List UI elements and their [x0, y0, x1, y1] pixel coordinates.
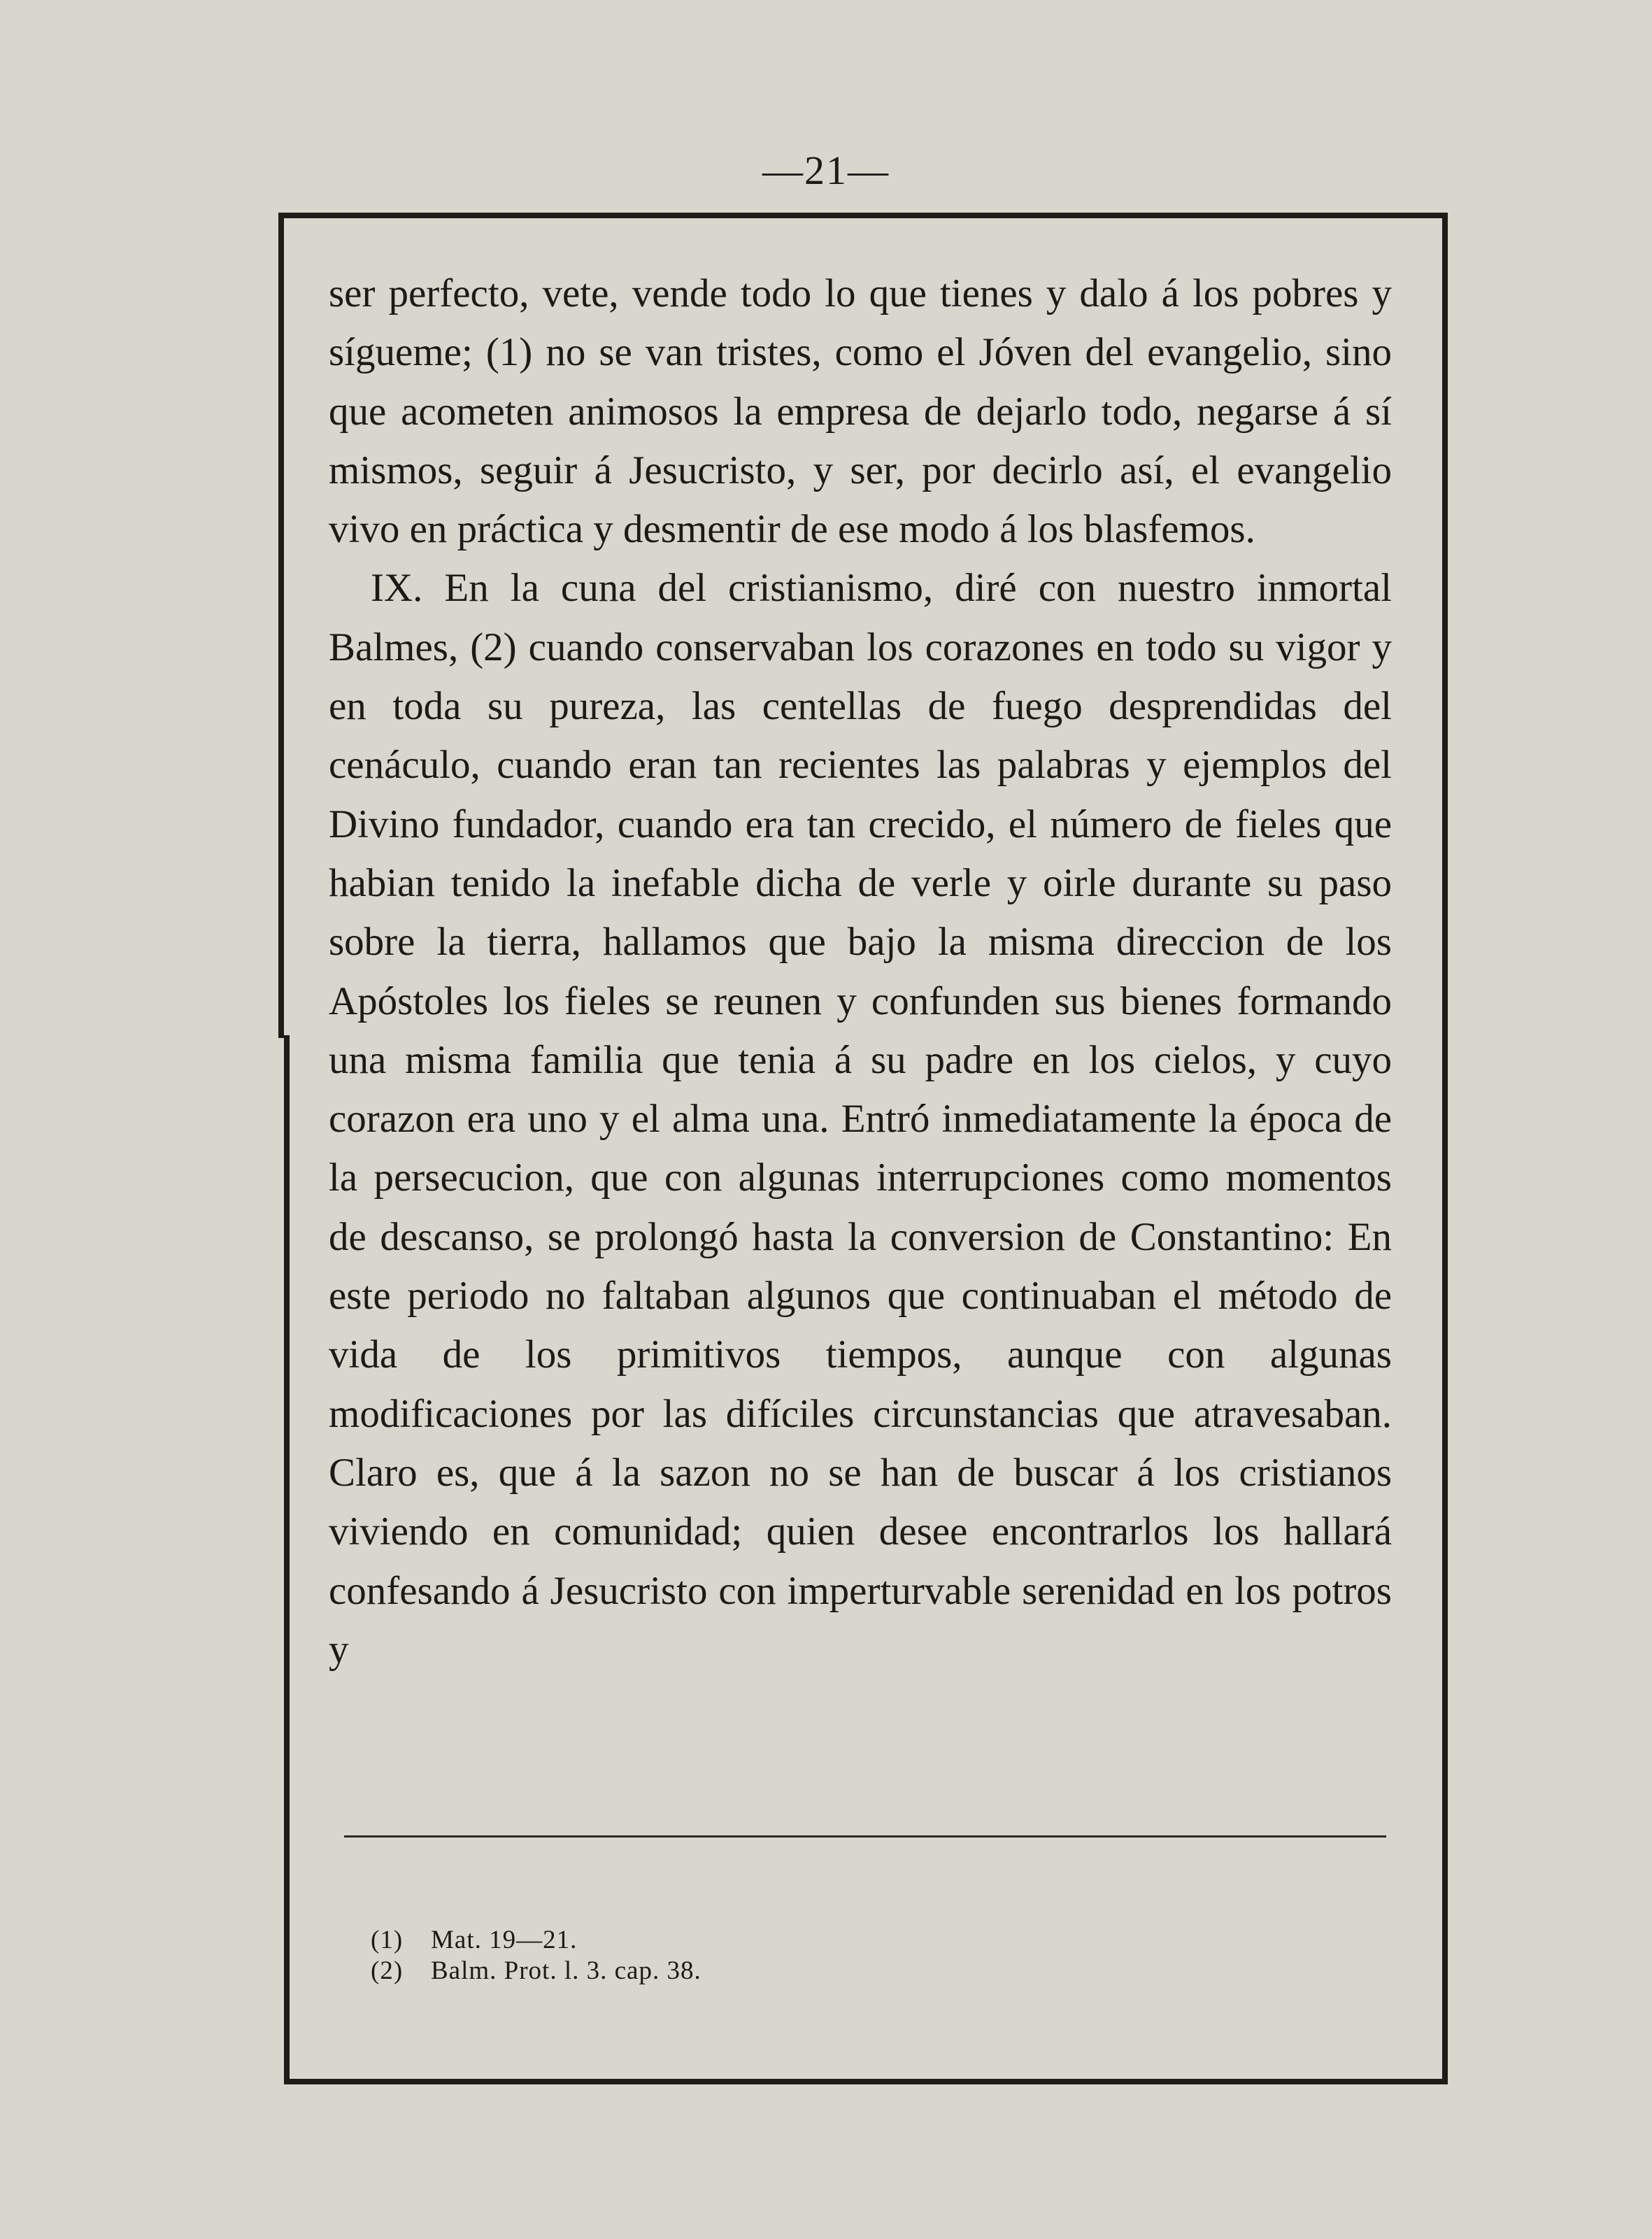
footnote-mark: (1) [371, 1926, 404, 1954]
paragraph: IX. En la cuna del cristianismo, diré con nuestro inmortal Balmes, (2) cuando conservaban los corazones en todo su vigor y en toda su pureza, las centellas de fuego desprendidas del cenáculo, cuando eran tan recientes las palabras y ejemplos del Divino fundador, cuando era tan crecido, el número de fieles que habian tenido la inefable dicha de verle y oirle durante su paso sobre la tierra, hallamos que bajo la misma direccion de los Apóstoles los fieles se reunen y confunden sus bienes formando una misma familia que tenia á su padre en los cielos, y cuyo corazon era uno y el alma una. Entró inmediatamente la época de la persecucion, que con algunas interrupciones como momentos de descanso, se prolongó hasta la conversion de Constantino: En este periodo no faltaban algunos que continuaban el método de vida de los primitivos tiempos, aunque con algunas modificaciones por las difíciles circunstancias que atravesaban. Claro es, que á la sazon no se han de buscar á los cristianos viviendo en comunidad; quien desee encontrarlos los hallará confesando á Jesucristo con imperturvable serenidad en los potros y [329, 566, 1392, 1672]
paragraph: ser perfecto, vete, vende todo lo que tienes y dalo á los pobres y sígueme; (1) no se van tristes, como el Jóven del evangelio, sino que acometen animosos la empresa de dejarlo todo, negarse á sí mismos, seguir á Jesucristo, y ser, por decirlo así, el evangelio vivo en práctica y desmentir de ese modo á los blasfemos. [329, 271, 1392, 552]
page-number: —21— [762, 148, 890, 193]
footnote-mark: (2) [371, 1956, 404, 1985]
footnote-divider [344, 1835, 1386, 1838]
body-text [329, 264, 1392, 1679]
footnote-text: Balm. Prot. l. 3. cap. 38. [431, 1956, 702, 1985]
footnote-text: Mat. 19—21. [431, 1926, 578, 1954]
footnote [371, 1925, 702, 1956]
footnotes [371, 1925, 702, 1986]
footnote [371, 1956, 702, 1986]
